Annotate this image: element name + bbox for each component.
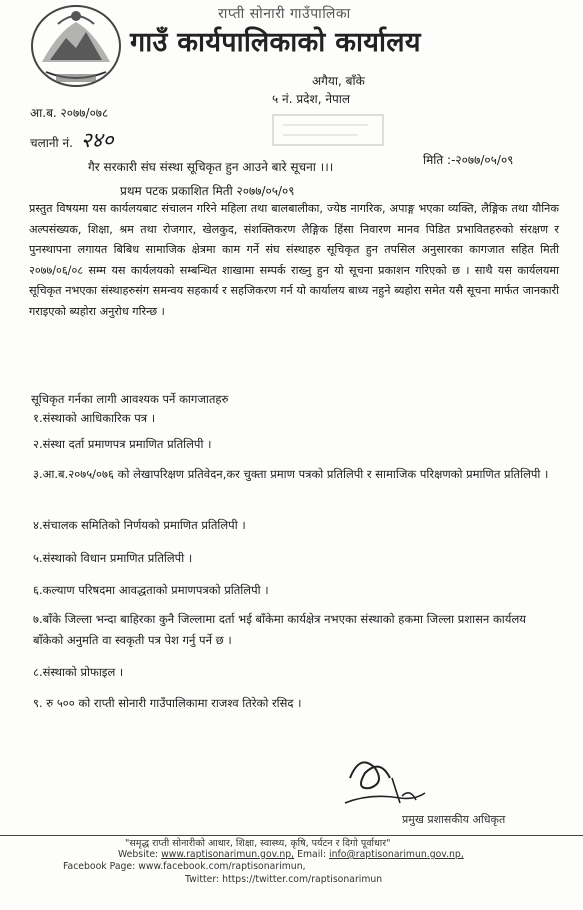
- notice-body: प्रस्तुत विषयमा यस कार्यलयबाट संचालन गरिने महिला तथा बालबालीका, ज्येष्ठ नागरिक, अपाङ्ग भएका व्यक्ति, लैङ्गिक तथा यौनिक अल्पसंख्यक, शिक्षा, श्रम तथा रोजगार, खेलकुद, संशक्तिकरण लैङ्गिक हिंसा निवारण मानव पिडित प्रभावितहरुको संरक्षण र पुनस्थापना लगायत बिबिध सामाजिक क्षेत्रमा काम गर्ने संघ संस्थाहरु सूचिकृत हुन तपसिल अनुसारका कागजात सहित मिती २०७७/०६/०८ सम्म यस कार्यलयको सम्बन्धित शाखामा सम्पर्क राख्नु हुन यो सूचना प्रकाशन गरिएको छ । साथै यस कार्यलयमा सूचिकृत नभएका संस्थाहरुसंग समन्वय सहकार्य र सहजिकरण गर्न यो कार्यालय बाध्य नहुने ब्यहोरा समेत यसै सूचना मार्फत जानकारी गराइएको ब्यहोरा अनुरोध गरिन्छ ।: [29, 202, 560, 318]
- footer-slogan: "समृद्ध राप्ती सोनारीको आधार, शिक्षा, स्वास्थ्य, कृषि, पर्यटन र दिगो पूर्वाधार": [125, 838, 391, 849]
- facebook-link[interactable]: www.facebook.com/raptisonarimun,: [138, 861, 306, 872]
- signatory-title: प्रमुख प्रशासकीय अधिकृत: [402, 813, 506, 826]
- requirement-item: २.संस्था दर्ता प्रमाणपत्र प्रमाणित प्रतिलिपी ।: [33, 437, 212, 451]
- letter-date: मिति :-२०७७/०५/०९: [423, 153, 514, 167]
- footer-contact-line: [118, 849, 464, 860]
- requirement-item: ८.संस्थाको प्रोफाइल ।: [33, 665, 124, 679]
- website-link[interactable]: www.raptisonarimun.gov.np,: [161, 849, 295, 860]
- email-link[interactable]: info@raptisonarimun.gov.np,: [329, 849, 464, 860]
- dispatch-number-row: [30, 126, 114, 154]
- requirement-item: ६.कल्याण परिषदमा आवद्धताको प्रमाणपत्रको प्रतिलिपी ।: [33, 583, 269, 597]
- requirement-item: १.संस्थाको आधिकारिक पत्र ।: [33, 411, 156, 425]
- twitter-label: Twitter:: [185, 874, 220, 885]
- nepal-government-emblem: [28, 2, 124, 88]
- published-date: प्रथम पटक प्रकाशित मिती २०७७/०५/०९: [120, 184, 295, 198]
- twitter-link[interactable]: https://twitter.com/raptisonarimun: [222, 874, 383, 885]
- requirement-item: ४.संचालक समितिको निर्णयको प्रमाणित प्रतिलिपी ।: [33, 518, 246, 532]
- fiscal-year: आ.ब. २०७७/०७८: [30, 106, 109, 120]
- office-title: गाउँ कार्यपालिकाको कार्यालय: [130, 27, 421, 58]
- footer-twitter-line: [185, 874, 382, 885]
- email-label: Email:: [297, 849, 327, 860]
- requirement-item: ५.संस्थाको विधान प्रमाणित प्रतिलिपी ।: [33, 551, 193, 565]
- facebook-label: Facebook Page:: [63, 861, 136, 872]
- requirement-item: ३.आ.ब.२०७५/०७६ को लेखापरिक्षण प्रतिवेदन,कर चुक्ता प्रमाण पत्रको प्रतिलिपी र सामाजिक परिक्षणको प्रमाणित प्रतिलिपी ।: [33, 467, 549, 481]
- dispatch-label: चलानी नं.: [30, 136, 73, 150]
- letter-subject: गैर सरकारी संघ संस्था सूचिकृत हुन आउने बारे सूचना ।।।: [88, 160, 334, 174]
- requirements-heading: सूचिकृत गर्नका लागी आवश्यक पर्ने कागजातहरु: [31, 392, 229, 406]
- website-label: Website:: [118, 849, 159, 860]
- address-line-2: ५ नं. प्रदेश, नेपाल: [272, 92, 351, 106]
- dispatch-number: २४०: [80, 128, 114, 152]
- footer-social-line: [63, 861, 306, 872]
- requirement-item: ९. रु ५०० को राप्ती सोनारी गाउँपालिकामा राजश्व तिरेको रसिद ।: [33, 696, 302, 710]
- requirement-item: ७.बाँके जिल्ला भन्दा बाहिरका कुनै जिल्लामा दर्ता भई बाँकेमा कार्यक्षेत्र नभएका संस्थाको हकमा जिल्ला प्रशासन कार्यलय बाँकेको अनुमति वा स्वकृती पत्र पेश गर्नु पर्ने छ ।: [33, 612, 526, 647]
- address-line-1: अगैया, बाँके: [312, 74, 365, 88]
- municipality-subtitle: राप्ती सोनारी गाउँपालिका: [218, 6, 351, 22]
- faded-stamp: [268, 110, 388, 150]
